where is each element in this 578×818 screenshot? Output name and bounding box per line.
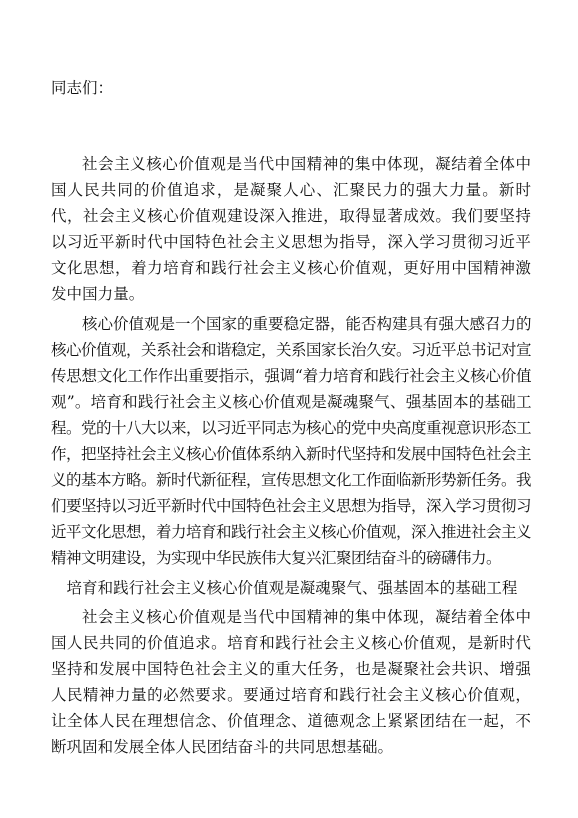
paragraph-intro: 社会主义核心价值观是当代中国精神的集中体现，凝结着全体中国人民共同的价值追求，是凝聚人心、汇聚民力的强大力量。新时代，社会主义核心价值观建设深入推进，取得显著成效。我们要坚持以习近平新时代中国特色社会主义思想为指导，深入学习贯彻习近平文化思想，着力培育和践行社会主义核心价值观，更好用中国精神激发中国力量。 xyxy=(51,155,531,304)
paragraph-core-values: 核心价值观是一个国家的重要稳定器，能否构建具有强大感召力的核心价值观，关系社会和谐稳定，关系国家长治久安。习近平总书记对宣传思想文化工作作出重要指示，强调“着力培育和践行社会主义核心价值观”。培育和践行社会主义核心价值观是凝魂聚气、强基固本的基础工程。党的十八大以来，以习近平同志为核心的党中央高度重视意识形态工作，把坚持社会主义核心价值体系纳入新时代坚持和发展中国特色社会主义的基本方略。新时代新征程，宣传思想文化工作面临新形势新任务。我们要坚持以习近平新时代中国特色社会主义思想为指导，深入学习贯彻习近平文化思想，着力培育和践行社会主义核心价值观，深入推进社会主义精神文明建设，为实现中华民族伟大复兴汇聚团结奋斗的磅礴伟力。 xyxy=(51,314,532,568)
section-heading: 培育和践行社会主义核心价值观是凝魂聚气、强基固本的基础工程 xyxy=(66,578,518,597)
salutation: 同志们： xyxy=(51,79,114,97)
document-body xyxy=(51,151,531,763)
paragraph-section-body: 社会主义核心价值观是当代中国精神的集中体现，凝结着全体中国人民共同的价值追求。培育和践行社会主义核心价值观，是新时代坚持和发展中国特色社会主义的重大任务，也是凝聚社会共识、增强人民精神力量的必然要求。要通过培育和践行社会主义核心价值观，让全体人民在理想信念、价值理念、道德观念上紧紧团结在一起，不断巩固和发展全体人民团结奋斗的共同思想基础。 xyxy=(51,607,531,757)
